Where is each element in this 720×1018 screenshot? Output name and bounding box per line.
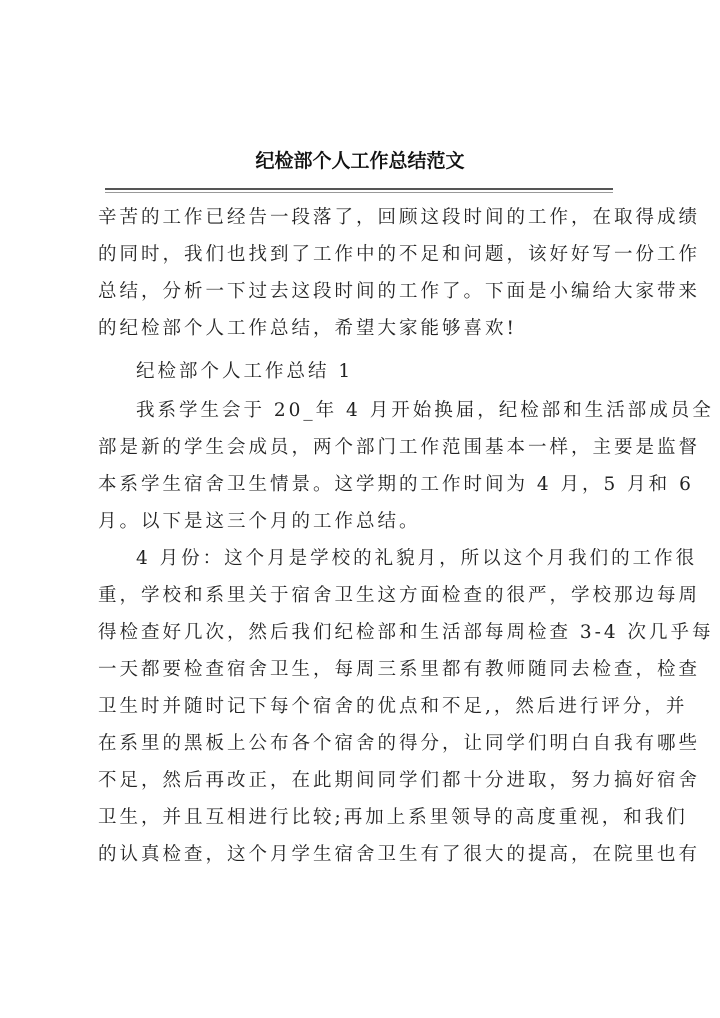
paragraph-line: 不足，然后再改正，在此期间同学们都十分进取，努力搞好宿舍	[98, 770, 701, 791]
intro-line: 的同时，我们也找到了工作中的不足和问题，该好好写一份工作	[98, 244, 701, 265]
paragraph-line: 的认真检查，这个月学生宿舍卫生有了很大的提高，在院里也有	[98, 844, 701, 865]
paragraph-line: 得检查好几次，然后我们纪检部和生活部每周检查 3-4 次几乎每	[98, 622, 714, 643]
document-title: 纪检部个人工作总结范文	[255, 150, 465, 172]
title-divider	[105, 188, 613, 193]
paragraph-line: 本系学生宿舍卫生情景。这学期的工作时间为 4 月，5 月和 6	[98, 474, 694, 495]
paragraph-line: 一天都要检查宿舍卫生，每周三系里都有教师随同去检查，检查	[98, 659, 701, 680]
paragraph-line: 4 月份：这个月是学校的礼貌月，所以这个月我们的工作很	[136, 548, 698, 569]
paragraph-line: 月。以下是这三个月的工作总结。	[98, 511, 421, 532]
intro-line: 的纪检部个人工作总结，希望大家能够喜欢!	[98, 318, 517, 339]
paragraph-line: 卫生，并且互相进行比较;再加上系里领导的高度重视，和我们	[98, 807, 688, 828]
paragraph-line: 卫生时并随时记下每个宿舍的优点和不足,，然后进行评分，并	[98, 696, 688, 717]
intro-line: 总结，分析一下过去这段时间的工作了。下面是小编给大家带来	[98, 281, 701, 302]
paragraph-line: 在系里的黑板上公布各个宿舍的得分，让同学们明白自我有哪些	[98, 733, 701, 754]
paragraph-line: 我系学生会于 20_年 4 月开始换届，纪检部和生活部成员全	[136, 400, 714, 421]
intro-line: 辛苦的工作已经告一段落了，回顾这段时间的工作，在取得成绩	[98, 207, 701, 228]
paragraph-line: 部是新的学生会成员，两个部门工作范围基本一样，主要是监督	[98, 437, 701, 458]
section-heading: 纪检部个人工作总结 1	[136, 361, 354, 382]
paragraph-line: 重，学校和系里关于宿舍卫生这方面检查的很严，学校那边每周	[98, 585, 701, 606]
